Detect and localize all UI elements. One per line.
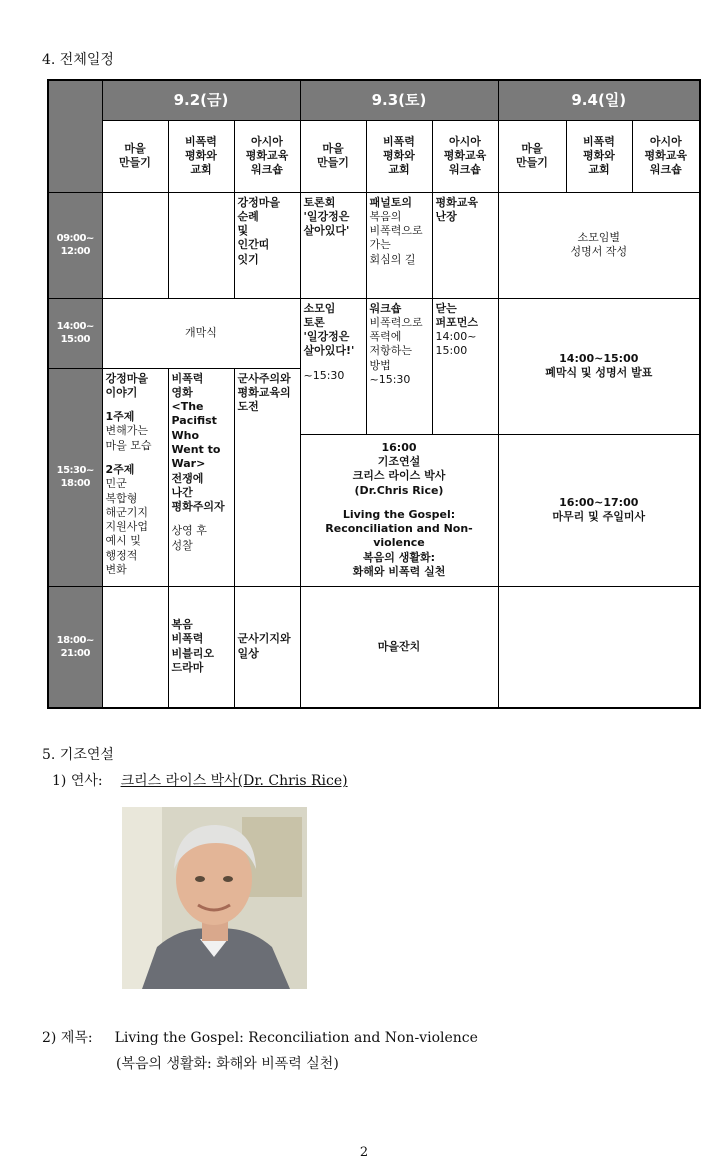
schedule-cell: 토론회 '일강정은 살아있다' [300, 192, 366, 298]
cell-heading: 닫는 퍼포먼스 [435, 301, 479, 329]
day-header-2: 9.3(토) [300, 80, 498, 120]
schedule-cell: 강정마을 순례 및 인간띠 잇기 [234, 192, 300, 298]
keynote-speaker-en: (Dr.Chris Rice) [354, 483, 444, 497]
cell-heading: 워크숍 [369, 301, 402, 315]
speaker-line [52, 770, 348, 790]
schedule-cell: 14:00~15:00 폐막식 및 성명서 발표 [498, 298, 700, 434]
day-header-1: 9.2(금) [102, 80, 300, 120]
schedule-cell: 복음 비폭력 비블리오 드라마 [168, 586, 234, 708]
section-5-heading: 5. 기조연설 [42, 747, 114, 763]
schedule-cell: 마을잔치 [300, 586, 498, 708]
keynote-time: 16:00 [381, 440, 417, 454]
schedule-cell [366, 192, 432, 298]
schedule-cell: 소모임별 성명서 작성 [498, 192, 700, 298]
speaker-label: 1) 연사: [52, 773, 103, 789]
track-header: 아시아 평화교육 워크숍 [432, 120, 498, 192]
time-label: 09:00~ 12:00 [48, 192, 102, 298]
schedule-cell [102, 586, 168, 708]
track-header: 마을 만들기 [102, 120, 168, 192]
cell-time: 14:00~ 15:00 [435, 330, 477, 358]
cell-heading: 비폭력 영화 <The Pacifist Who Went to War> 전쟁에 나간 평화주의자 [171, 371, 225, 514]
track-header: 아시아 평화교육 워크숍 [234, 120, 300, 192]
schedule-table [47, 79, 701, 709]
speaker-photo [122, 807, 307, 989]
speaker-name: 크리스 라이스 박사(Dr. Chris Rice) [120, 773, 348, 789]
cell-heading: 소모임 토론 '일강정은 살아있다!' [303, 301, 355, 358]
track-header: 마을 만들기 [498, 120, 566, 192]
cell-body: 변해가는 마을 모습 [105, 424, 152, 452]
schedule-cell [498, 586, 700, 708]
track-header: 비폭력 평화와 교회 [566, 120, 632, 192]
keynote-title-en: Living the Gospel: Reconciliation and Non-violence [325, 507, 473, 550]
cell-body: 비폭력으로 폭력에 저항하는 방법 ~15:30 [369, 315, 423, 386]
track-header: 아시아 평화교육 워크숍 [632, 120, 700, 192]
schedule-cell: 개막식 [102, 298, 300, 368]
cell-heading: 패널토의 [369, 195, 413, 209]
portrait-illustration [122, 807, 307, 989]
schedule-cell [102, 192, 168, 298]
track-header: 비폭력 평화와 교회 [168, 120, 234, 192]
keynote-cell [300, 434, 498, 586]
cell-heading: 강정마을 이야기 [105, 371, 149, 399]
schedule-cell: 16:00~17:00 마무리 및 주일미사 [498, 434, 700, 586]
time-label: 18:00~ 21:00 [48, 586, 102, 708]
cell-subheading: 1주제 [105, 410, 135, 424]
schedule-cell: 군사주의와 평화교육의 도전 [234, 368, 300, 586]
schedule-cell [300, 298, 366, 434]
cell-subheading: 2주제 [105, 462, 135, 476]
schedule-cell: 평화교육 난장 [432, 192, 498, 298]
corner-cell [48, 80, 102, 192]
title-label: 2) 제목: [42, 1030, 93, 1046]
day-header-3: 9.4(일) [498, 80, 700, 120]
time-label: 14:00~ 15:00 [48, 298, 102, 368]
section-4-heading: 4. 전체일정 [42, 52, 114, 68]
track-header: 마을 만들기 [300, 120, 366, 192]
schedule-cell [168, 192, 234, 298]
schedule-cell [432, 298, 498, 434]
schedule-cell [366, 298, 432, 434]
cell-body: 민군 복합형 해군기지 지원사업 예시 및 행정적 변화 [105, 477, 149, 577]
time-label: 15:30~ 18:00 [48, 368, 102, 586]
schedule-cell [168, 368, 234, 586]
cell-time: ~15:30 [303, 368, 345, 382]
schedule-cell: 군사기지와 일상 [234, 586, 300, 708]
keynote-title: 기조연설 [377, 454, 421, 468]
cell-body: 상영 후 성찰 [171, 524, 207, 552]
title-line [42, 1027, 478, 1047]
track-header: 비폭력 평화와 교회 [366, 120, 432, 192]
title-en: Living the Gospel: Reconciliation and Non-violence [114, 1030, 478, 1046]
title-ko: (복음의 생활화: 화해와 비폭력 실천) [116, 1056, 339, 1072]
keynote-title-ko: 복음의 생활화: 화해와 비폭력 실천 [352, 550, 446, 579]
keynote-speaker: 크리스 라이스 박사 [352, 469, 446, 483]
page-number: 2 [359, 1145, 369, 1160]
schedule-cell [102, 368, 168, 586]
cell-body: 복음의 비폭력으로 가는 회심의 길 [369, 209, 423, 266]
